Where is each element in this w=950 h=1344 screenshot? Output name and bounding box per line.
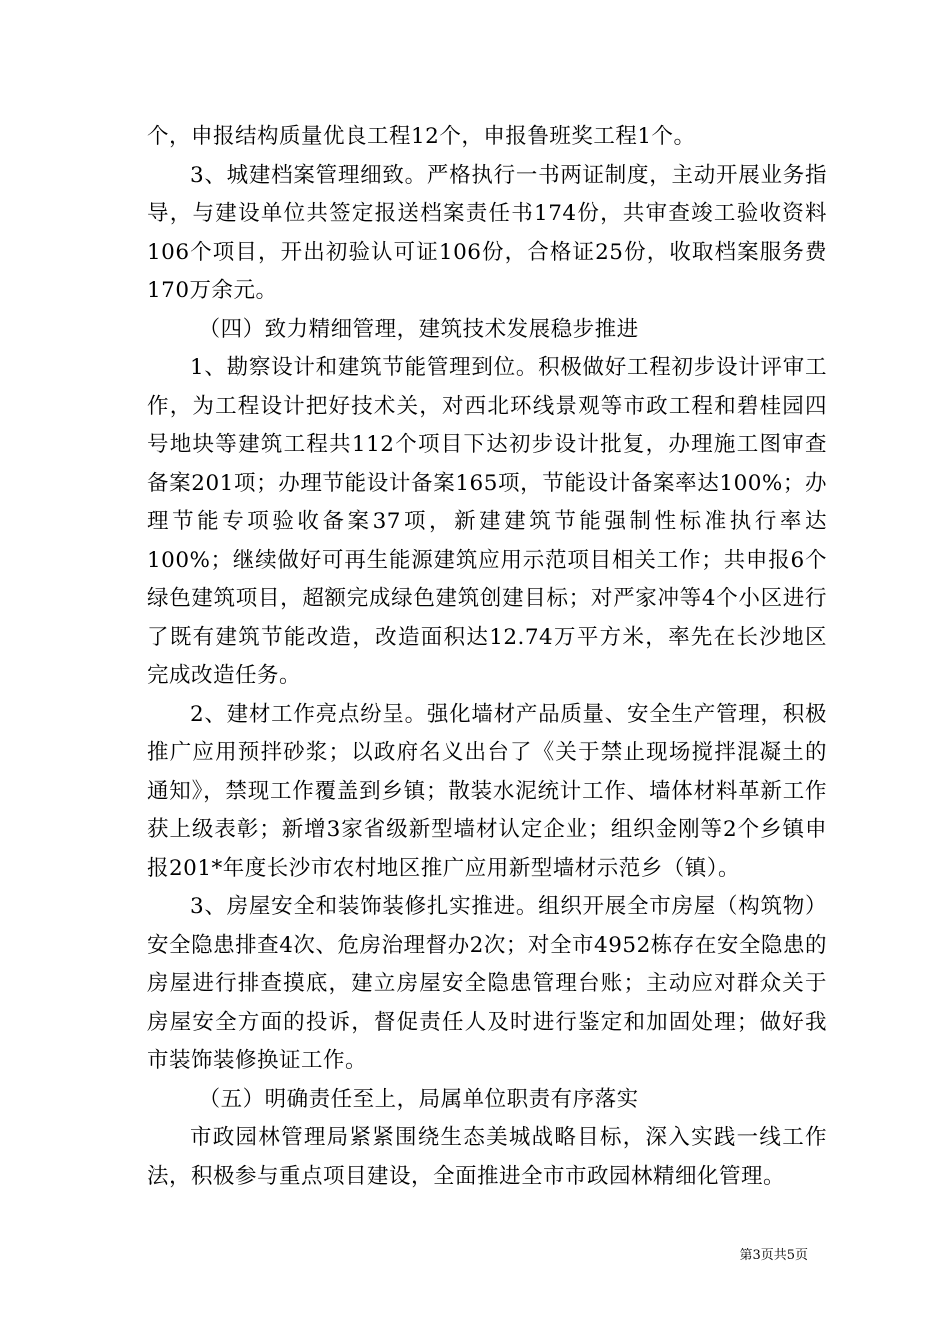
paragraph-municipal-gardens: 市政园林管理局紧紧围绕生态美城战略目标，深入实践一线工作法，积极参与重点项目建设，全面推进全市市政园林精细化管理。	[147, 1125, 827, 1189]
paragraph-continuation: 个，申报结构质量优良工程12个，申报鲁班奖工程1个。	[147, 124, 696, 149]
paragraph-housing-safety: 3、房屋安全和装饰装修扎实推进。组织开展全市房屋（构筑物）安全隐患排查4次、危房治理督办2次；对全市4952栋存在安全隐患的房屋进行排查摸底，建立房屋安全隐患管理台账；主动应对群众关于房屋安全方面的投诉，督促责任人及时进行鉴定和加固处理；做好我市装饰装修换证工作。	[147, 894, 827, 1073]
page-number-footer: 第3页共5页	[739, 1248, 808, 1263]
paragraph-building-materials: 2、建材工作亮点纷呈。强化墙材产品质量、安全生产管理，积极推广应用预拌砂浆；以政府名义出台了《关于禁止现场搅拌混凝土的通知》，禁现工作覆盖到乡镇；散装水泥统计工作、墙体材料革新工作获上级表彰；新增3家省级新型墙材认定企业；组织金刚等2个乡镇申报201*年度长沙市农村地区推广应用新型墙材示范乡（镇）。	[147, 701, 827, 881]
document-body	[147, 118, 827, 1196]
paragraph-urban-archives: 3、城建档案管理细致。严格执行一书两证制度，主动开展业务指导，与建设单位共签定报送档案责任书174份，共审查竣工验收资料106个项目，开出初验认可证106份，合格证25份，收取档案服务费170万余元。	[147, 162, 827, 303]
paragraph-design-energy: 1、勘察设计和建筑节能管理到位。积极做好工程初步设计评审工作，为工程设计把好技术关，对西北环线景观等市政工程和碧桂园四号地块等建筑工程共112个项目下达初步设计批复，办理施工图审查备案201项；办理节能设计备案165项，节能设计备案率达100%；办理节能专项验收备案37项，新建建筑节能强制性标准执行率达100%；继续做好可再生能源建筑应用示范项目相关工作；共申报6个绿色建筑项目，超额完成绿色建筑创建目标；对严家冲等4个小区进行了既有建筑节能改造，改造面积达12.74万平方米，率先在长沙地区完成改造任务。	[147, 355, 827, 688]
section-heading-five: （五）明确责任至上，局属单位职责有序落实	[198, 1086, 639, 1112]
section-heading-four: （四）致力精细管理，建筑技术发展稳步推进	[198, 316, 639, 342]
